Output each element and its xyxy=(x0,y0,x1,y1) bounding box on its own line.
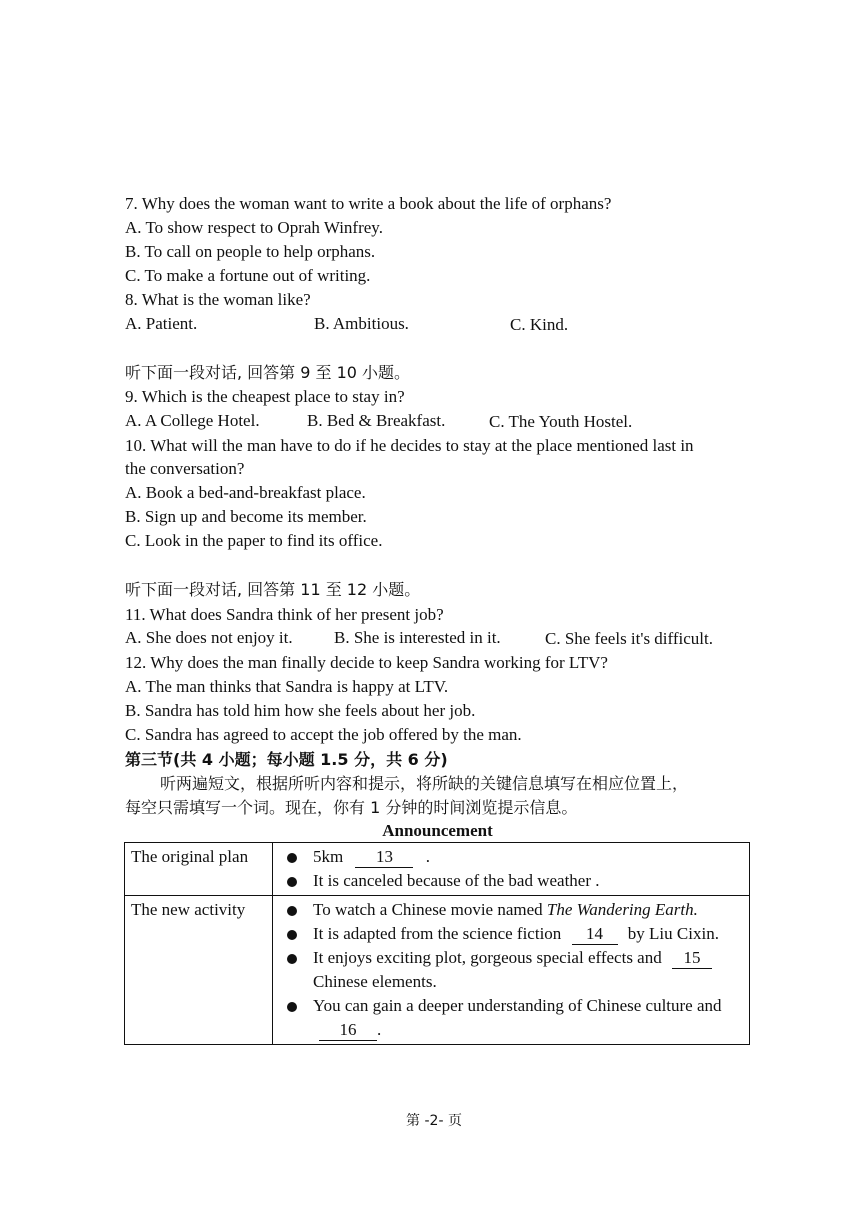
q12-option-c: C. Sandra has agreed to accept the job offered by the man. xyxy=(125,725,522,744)
bullet-icon xyxy=(287,930,297,940)
bullet-icon xyxy=(287,877,297,887)
q7-stem: 7. Why does the woman want to write a book about the life of orphans? xyxy=(125,194,612,213)
table-row-new-activity xyxy=(125,896,750,1045)
q12-option-a: A. The man thinks that Sandra is happy at LTV. xyxy=(125,677,449,696)
q12-option-b: B. Sandra has told him how she feels about her job. xyxy=(125,701,476,720)
q9-option-b: B. Bed & Breakfast. xyxy=(307,411,446,430)
instruction-9-10: 听下面一段对话, 回答第 9 至 10 小题。 xyxy=(125,363,411,382)
section3-heading: 第三节(共 4 小题；每小题 1.5 分，共 6 分) xyxy=(125,750,448,769)
blank-13: 13 xyxy=(355,847,413,868)
q10-option-b: B. Sign up and become its member. xyxy=(125,507,367,526)
bullet-item: It is adapted from the science fiction 14 by Liu Cixin. xyxy=(279,922,743,946)
q11-option-a: A. She does not enjoy it. xyxy=(125,628,293,647)
q9-stem: 9. Which is the cheapest place to stay in? xyxy=(125,387,405,406)
blank-16: 16 xyxy=(319,1020,377,1041)
bullet-icon xyxy=(287,954,297,964)
announcement-table xyxy=(124,842,750,1045)
bullet-item: To watch a Chinese movie named The Wandering Earth. xyxy=(279,898,743,922)
q8-option-c: C. Kind. xyxy=(510,315,569,334)
blank-15: 15 xyxy=(672,948,712,969)
section3-instruction-line1: 听两遍短文，根据所听内容和提示，将所缺的关键信息填写在相应位置上， xyxy=(160,774,689,793)
q8-stem: 8. What is the woman like? xyxy=(125,290,311,309)
q7-option-c: C. To make a fortune out of writing. xyxy=(125,266,371,285)
bullet-item: It is canceled because of the bad weather . xyxy=(279,869,743,893)
table-row-original-plan xyxy=(125,843,750,896)
q10-stem-line2: the conversation? xyxy=(125,459,245,478)
q11-option-b: B. She is interested in it. xyxy=(334,628,501,647)
page-number: 第 -2- 页 xyxy=(406,1113,462,1129)
bullet-item: You can gain a deeper understanding of Chinese culture and 16 . xyxy=(279,994,743,1042)
row-label-original-plan: The original plan xyxy=(125,843,273,896)
q9-option-c: C. The Youth Hostel. xyxy=(489,412,633,431)
instruction-11-12: 听下面一段对话, 回答第 11 至 12 小题。 xyxy=(125,580,421,599)
original-plan-details xyxy=(273,843,750,896)
blank-14: 14 xyxy=(572,924,618,945)
q9-option-a: A. A College Hotel. xyxy=(125,411,260,430)
bullet-item: It enjoys exciting plot, gorgeous special effects and 15 Chinese elements. xyxy=(279,946,743,994)
bullet-icon xyxy=(287,1002,297,1012)
q8-option-a: A. Patient. xyxy=(125,314,198,333)
q11-stem: 11. What does Sandra think of her present job? xyxy=(125,605,444,624)
new-activity-details xyxy=(273,896,750,1045)
q12-stem: 12. Why does the man finally decide to keep Sandra working for LTV? xyxy=(125,653,608,672)
q7-option-a: A. To show respect to Oprah Winfrey. xyxy=(125,218,383,237)
q10-option-c: C. Look in the paper to find its office. xyxy=(125,531,383,550)
movie-title: The Wandering Earth. xyxy=(546,900,698,919)
bullet-icon xyxy=(287,906,297,916)
q11-option-c: C. She feels it's difficult. xyxy=(545,629,714,648)
bullet-item: 5km 13 . xyxy=(279,845,743,869)
bullet-icon xyxy=(287,853,297,863)
q10-option-a: A. Book a bed-and-breakfast place. xyxy=(125,483,366,502)
q8-option-b: B. Ambitious. xyxy=(314,314,409,333)
q10-stem-line1: 10. What will the man have to do if he decides to stay at the place mentioned last in xyxy=(125,436,694,455)
table-title: Announcement xyxy=(382,821,493,840)
row-label-new-activity: The new activity xyxy=(125,896,273,1045)
q7-option-b: B. To call on people to help orphans. xyxy=(125,242,376,261)
section3-instruction-line2: 每空只需填写一个词。现在，你有 1 分钟的时间浏览提示信息。 xyxy=(125,798,578,817)
